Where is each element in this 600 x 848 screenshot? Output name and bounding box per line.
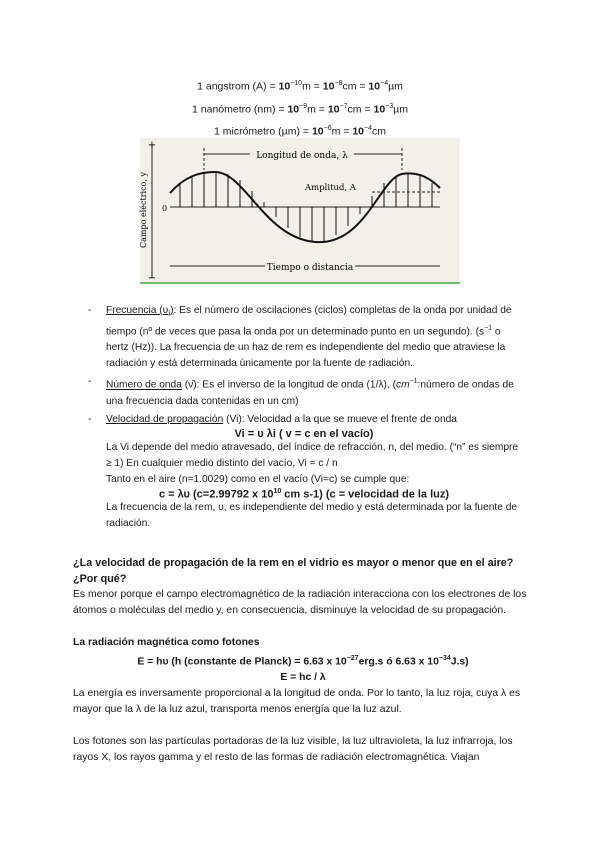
term-numero-onda: Número de onda bbox=[106, 379, 182, 391]
formula-energy: E = hc / λ bbox=[280, 672, 326, 684]
y-axis-label: Campo eléctrico, y bbox=[139, 172, 148, 248]
unit-line-micrometer: 1 micrómetro $(\mu m) = 10^{-6}m = 10^{-4}cm$ bbox=[214, 125, 386, 138]
answer-paragraph: Es menor porque el campo electromagnético de la radiación interacciona con los electrones de los átomos o moléculas del medio y, en consecuencia, disminuye la velocidad de su propagación. bbox=[73, 589, 527, 616]
amplitude-label: Amplitud, A bbox=[305, 183, 356, 193]
term-frecuencia: Frecuencia $(\upsilon_i)$ bbox=[106, 305, 174, 319]
bullet-frecuencia: - Frecuencia $(\upsilon_i)$: Es el número de oscilaciones (ciclos) completas de la onda por unidad de tiempo (nº de veces que pasa la onda por un determinado punto en un segundo). ($s^{-1}$ o hertz (Hz)). La frecuencia de un haz de rem es independiente del medio que atraviese la radiación y está determinada únicamente por la fuente de radiación. bbox=[88, 305, 512, 370]
formula-velocidad: Vi = υ λi ( v = c en el vacío) bbox=[234, 427, 374, 440]
photons-paragraph: Los fotones son las partículas portadoras de la luz visible, la luz ultravioleta, la luz infrarroja, los rayos X, los rayos gamma y el resto de las formas de radiación electromagnética. Viajan bbox=[73, 736, 513, 764]
velocidad-p3: La frecuencia de la rem, υ, es independiente del medio y está determinada por la fuente de radiación. bbox=[106, 502, 518, 530]
wavelength-label: Longitud de onda, λ bbox=[256, 151, 348, 161]
energy-paragraph: La energía es inversamente proporcional a la longitud de onda. Por lo tanto, la luz roja, cuya λ es mayor que la λ de la luz azul, transporta menos energía que la luz azul. bbox=[73, 688, 521, 716]
unit-line-angstrom: 1 angstrom $(A) = 10^{-10}m = 10^{-8}cm = 10^{-4}\mu m$ bbox=[197, 80, 403, 93]
velocidad-p2: Tanto en el aire (n=1.0029) como en el vacío (Vi=c) se cumple que: bbox=[106, 473, 410, 485]
formula-c: c = λυ (c=2.99792 x $10^{10}$ cm s-1) (c = velocidad de la luz) bbox=[158, 487, 450, 501]
plus-label: + bbox=[147, 140, 157, 151]
section-heading-photons: La radiación magnética como fotones bbox=[73, 637, 260, 648]
x-axis-label: Tiempo o distancia bbox=[266, 263, 354, 273]
unit-conversions bbox=[0, 74, 600, 142]
zero-label: 0 bbox=[162, 204, 168, 213]
unit-line-nanometer: 1 nanómetro $(nm) = 10^{-9}m = 10^{-7}cm = 10^{-3}\mu m$ bbox=[192, 102, 408, 115]
definitions-list bbox=[88, 303, 520, 532]
wave-figure bbox=[140, 138, 460, 284]
minus-label: − bbox=[147, 273, 157, 284]
formula-planck: E = hυ (h (constante de Planck) = 6.63 x $10^{-27}erg.s$ ó 6.63 x $10^{-34}J.s$) bbox=[137, 655, 469, 668]
bullet-numero-onda: - Número de onda (ν̄): Es el inverso de la longitud de onda (1/λ), ($cm^{-1}:número$ de ondas de una frecuencia dada contenidas en un cm) bbox=[88, 376, 514, 407]
bullet-velocidad: - Velocidad de propagación (Vi): Velocidad a la que se mueve el frente de onda bbox=[88, 413, 457, 425]
main-text bbox=[73, 555, 533, 766]
question-heading: ¿La velocidad de propagación de la rem en el vidrio es mayor o menor que en el aire? ¿Por qué? bbox=[73, 557, 514, 585]
velocidad-p1: La Vi depende del medio atravesado, del índice de refracción, n, del medio. (“n” es siempre ≥ 1) En cualquier medio distinto del vacío, Vi = c / n bbox=[106, 441, 519, 469]
term-velocidad: Velocidad de propagación bbox=[106, 413, 224, 425]
